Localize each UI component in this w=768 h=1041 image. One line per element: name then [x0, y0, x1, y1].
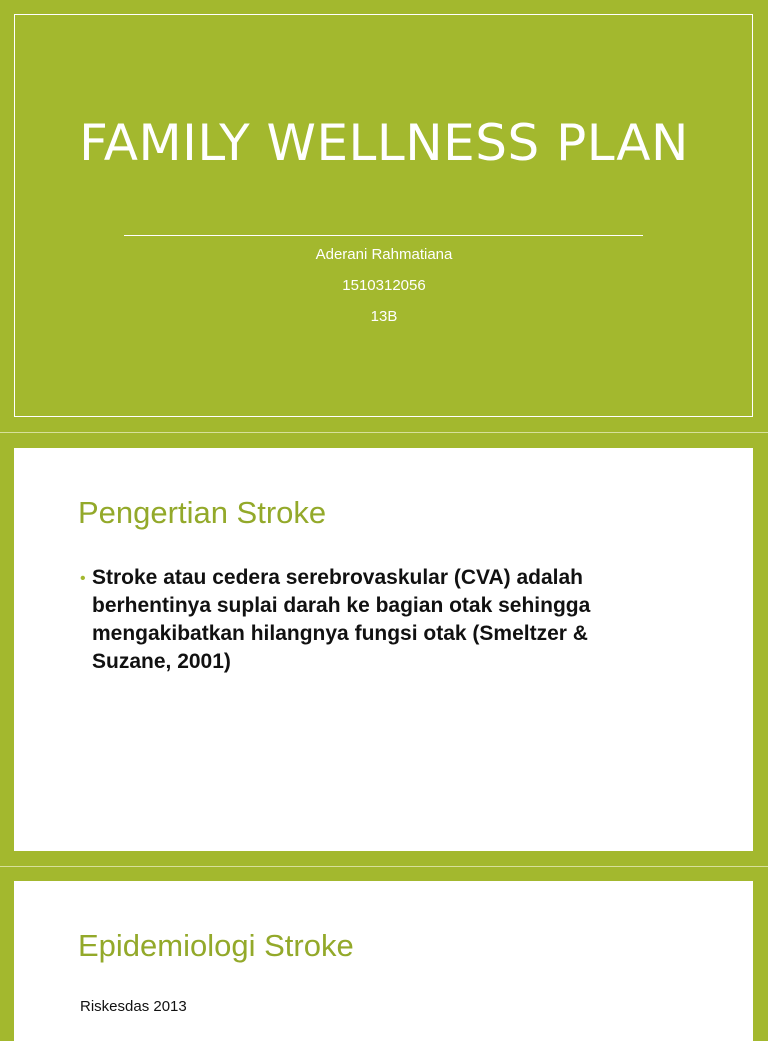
- source-note: Riskesdas 2013: [80, 998, 187, 1015]
- slide-heading: Epidemiologi Stroke: [78, 928, 354, 963]
- title-frame: [14, 14, 753, 417]
- bullet-icon: •: [80, 570, 86, 587]
- bullet-text: Stroke atau cedera serebrovaskular (CVA) adalah berhentinya suplai darah ke bagian otak sehingga mengakibatkan hilangnya fungsi otak (Smeltzer & Suzane, 2001): [92, 566, 591, 673]
- slide-separator: [0, 432, 768, 433]
- author-name: Aderani Rahmatiana: [315, 246, 453, 263]
- class-label: 13B: [370, 308, 398, 325]
- title-divider-line: [124, 235, 643, 236]
- epidemiology-slide: [14, 881, 753, 1041]
- presentation-title: FAMILY WELLNESS PLAN: [79, 114, 689, 172]
- student-id: 1510312056: [342, 277, 426, 294]
- slide-heading: Pengertian Stroke: [78, 495, 327, 530]
- definition-slide: [14, 448, 753, 851]
- title-slide: [0, 0, 768, 432]
- slide-separator: [0, 866, 768, 867]
